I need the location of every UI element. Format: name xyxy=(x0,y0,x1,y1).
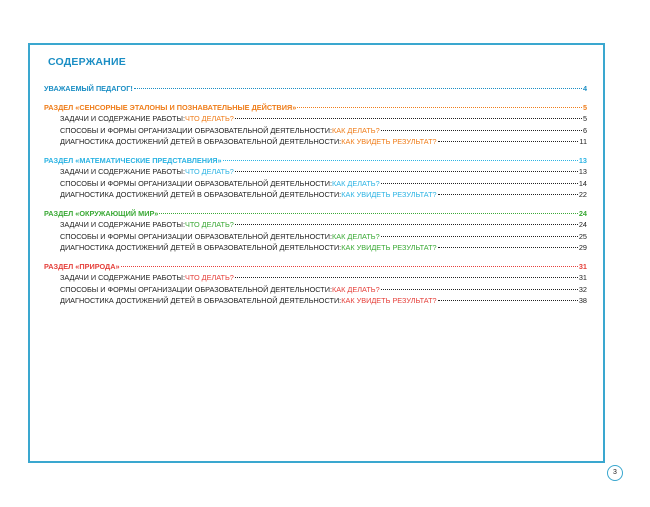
dot-leader xyxy=(381,183,578,184)
toc-entry-highlight: КАК ДЕЛАТЬ? xyxy=(332,284,380,294)
toc-entry-label: ДИАГНОСТИКА ДОСТИЖЕНИЙ ДЕТЕЙ В ОБРАЗОВАТЕЛЬНОЙ ДЕЯТЕЛЬНОСТИ: xyxy=(60,296,342,305)
toc-entry-label: СПОСОБЫ И ФОРМЫ ОРГАНИЗАЦИИ ОБРАЗОВАТЕЛЬНОЙ ДЕЯТЕЛЬНОСТИ: xyxy=(60,284,333,294)
toc-entry-label: УВАЖАЕМЫЙ ПЕДАГОГ! xyxy=(44,84,133,93)
toc-page-number: 24 xyxy=(578,220,587,229)
toc-entry-tasks[interactable] xyxy=(44,113,587,125)
toc-section-nature[interactable] xyxy=(44,261,587,273)
dot-leader xyxy=(381,130,582,131)
toc-entry-diagnostics[interactable] xyxy=(44,189,587,201)
dot-leader xyxy=(297,107,582,108)
toc-section-title: РАЗДЕЛ «СЕНСОРНЫЕ ЭТАЛОНЫ И ПОЗНАВАТЕЛЬНЫЕ ДЕЙСТВИЯ» xyxy=(44,102,297,112)
toc-entry-label: СПОСОБЫ И ФОРМЫ ОРГАНИЗАЦИИ ОБРАЗОВАТЕЛЬНОЙ ДЕЯТЕЛЬНОСТИ: xyxy=(60,231,333,241)
toc-entry-highlight: ЧТО ДЕЛАТЬ? xyxy=(184,167,234,176)
dot-leader xyxy=(223,160,578,161)
toc-entry-label: ЗАДАЧИ И СОДЕРЖАНИЕ РАБОТЫ: xyxy=(60,167,185,176)
toc-page-number: 13 xyxy=(578,155,587,165)
dot-leader xyxy=(121,266,578,267)
dot-leader xyxy=(235,224,578,225)
toc-page-number: 5 xyxy=(582,102,587,112)
toc-section-sensory[interactable] xyxy=(44,102,587,114)
toc-entry-diagnostics[interactable] xyxy=(44,242,587,254)
toc-page-number: 11 xyxy=(579,137,587,146)
toc-entry-label: ЗАДАЧИ И СОДЕРЖАНИЕ РАБОТЫ: xyxy=(60,273,185,282)
toc-entry-highlight: КАК УВИДЕТЬ РЕЗУЛЬТАТ? xyxy=(341,296,437,305)
toc-section-world[interactable] xyxy=(44,208,587,220)
dot-leader xyxy=(438,247,578,248)
toc-page-number: 5 xyxy=(582,114,587,123)
toc-entry-diagnostics[interactable] xyxy=(44,136,587,148)
toc-page-number: 4 xyxy=(582,84,587,93)
toc-entry-intro[interactable] xyxy=(44,83,587,95)
toc-page-number: 22 xyxy=(578,190,587,199)
toc-page-number: 29 xyxy=(578,243,587,252)
toc-entry-label: ЗАДАЧИ И СОДЕРЖАНИЕ РАБОТЫ: xyxy=(60,114,185,123)
toc-entry-label: ДИАГНОСТИКА ДОСТИЖЕНИЙ ДЕТЕЙ В ОБРАЗОВАТЕЛЬНОЙ ДЕЯТЕЛЬНОСТИ: xyxy=(60,190,342,199)
toc-entry-highlight: КАК УВИДЕТЬ РЕЗУЛЬТАТ? xyxy=(341,243,437,252)
toc-entry-methods[interactable] xyxy=(44,231,587,243)
toc-page-number: 14 xyxy=(578,178,587,188)
toc-entry-tasks[interactable] xyxy=(44,166,587,178)
dot-leader xyxy=(159,213,578,214)
dot-leader xyxy=(438,194,578,195)
toc-entry-label: ДИАГНОСТИКА ДОСТИЖЕНИЙ ДЕТЕЙ В ОБРАЗОВАТЕЛЬНОЙ ДЕЯТЕЛЬНОСТИ: xyxy=(60,137,342,146)
toc-section-math[interactable] xyxy=(44,155,587,167)
toc-page-number: 13 xyxy=(578,167,587,176)
toc-entry-highlight: ЧТО ДЕЛАТЬ? xyxy=(184,220,234,229)
dot-leader xyxy=(134,88,582,89)
dot-leader xyxy=(381,236,578,237)
toc-entry-tasks[interactable] xyxy=(44,272,587,284)
table-of-contents xyxy=(44,83,587,307)
toc-entry-label: ЗАДАЧИ И СОДЕРЖАНИЕ РАБОТЫ: xyxy=(60,220,185,229)
toc-entry-highlight: КАК ДЕЛАТЬ? xyxy=(332,231,380,241)
toc-entry-methods[interactable] xyxy=(44,125,587,137)
toc-page-number: 38 xyxy=(578,296,587,305)
dot-leader xyxy=(235,171,578,172)
toc-section-title: РАЗДЕЛ «ОКРУЖАЮЩИЙ МИР» xyxy=(44,208,159,218)
toc-entry-highlight: КАК ДЕЛАТЬ? xyxy=(332,178,380,188)
page-frame xyxy=(28,43,605,463)
toc-entry-highlight: ЧТО ДЕЛАТЬ? xyxy=(184,273,234,282)
toc-entry-highlight: ЧТО ДЕЛАТЬ? xyxy=(184,114,234,123)
toc-entry-methods[interactable] xyxy=(44,178,587,190)
toc-page-number: 32 xyxy=(578,284,587,294)
toc-page-number: 24 xyxy=(578,208,587,218)
toc-page-number: 31 xyxy=(578,261,587,271)
toc-page-number: 25 xyxy=(578,231,587,241)
toc-section-title: РАЗДЕЛ «ПРИРОДА» xyxy=(44,261,120,271)
dot-leader xyxy=(381,289,578,290)
page-number-badge: 3 xyxy=(607,465,623,481)
page-title: СОДЕРЖАНИЕ xyxy=(48,56,126,68)
toc-entry-label: СПОСОБЫ И ФОРМЫ ОРГАНИЗАЦИИ ОБРАЗОВАТЕЛЬНОЙ ДЕЯТЕЛЬНОСТИ: xyxy=(60,125,333,135)
toc-entry-diagnostics[interactable] xyxy=(44,295,587,307)
toc-entry-tasks[interactable] xyxy=(44,219,587,231)
dot-leader xyxy=(235,118,582,119)
dot-leader xyxy=(438,141,579,142)
dot-leader xyxy=(235,277,578,278)
toc-entry-highlight: КАК ДЕЛАТЬ? xyxy=(332,125,380,135)
toc-entry-highlight: КАК УВИДЕТЬ РЕЗУЛЬТАТ? xyxy=(341,190,437,199)
toc-page-number: 6 xyxy=(582,125,587,135)
dot-leader xyxy=(438,300,578,301)
toc-entry-label: СПОСОБЫ И ФОРМЫ ОРГАНИЗАЦИИ ОБРАЗОВАТЕЛЬНОЙ ДЕЯТЕЛЬНОСТИ: xyxy=(60,178,333,188)
toc-entry-highlight: КАК УВИДЕТЬ РЕЗУЛЬТАТ? xyxy=(341,137,437,146)
toc-entry-methods[interactable] xyxy=(44,284,587,296)
toc-section-title: РАЗДЕЛ «МАТЕМАТИЧЕСКИЕ ПРЕДСТАВЛЕНИЯ» xyxy=(44,155,222,165)
toc-page-number: 31 xyxy=(578,273,587,282)
toc-entry-label: ДИАГНОСТИКА ДОСТИЖЕНИЙ ДЕТЕЙ В ОБРАЗОВАТЕЛЬНОЙ ДЕЯТЕЛЬНОСТИ: xyxy=(60,243,342,252)
